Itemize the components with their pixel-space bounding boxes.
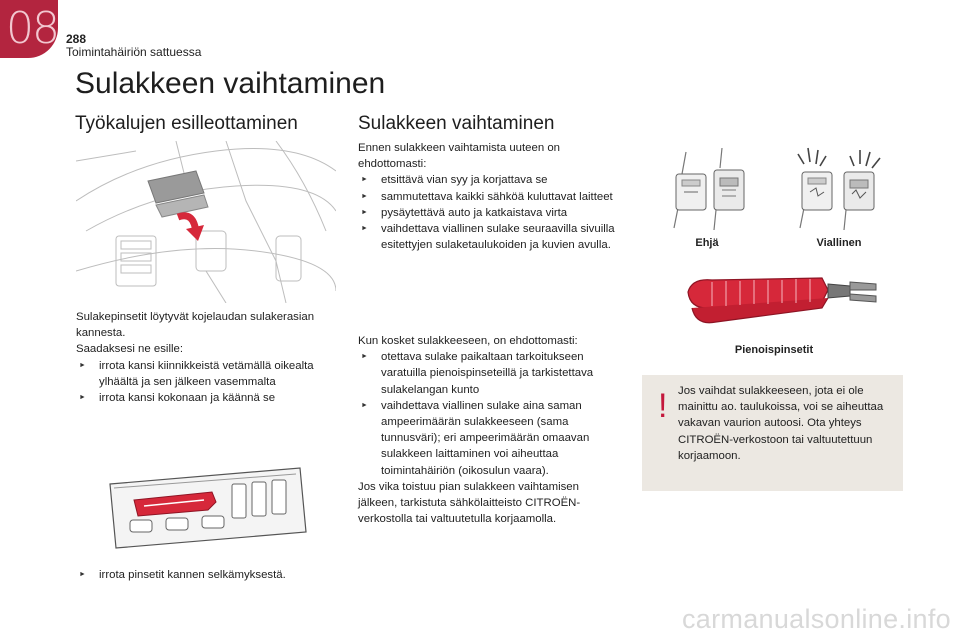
- warning-text: Jos vaihdat sulakkeeseen, jota ei ole mainittu ao. taulukoissa, voi se aiheuttaa vakavan vaurion autoosi. Ota yhteys CITROËN-verkostoon tai valtuutettuun korjaamoon.: [678, 385, 884, 462]
- dashboard-illustration: [76, 141, 336, 303]
- list-item: ► etsittävä vian syy ja korjattava se: [358, 172, 620, 188]
- middle-text-2: [358, 333, 620, 527]
- intact-fuse-illustration: [664, 144, 766, 234]
- chapter-number: 08: [6, 3, 58, 54]
- warning-icon: !: [658, 387, 668, 425]
- blown-fuse-illustration: [790, 144, 892, 234]
- middle-bullet-list-1: [358, 172, 620, 253]
- middle-bullet-list-2: [358, 349, 620, 479]
- chapter-tab: [0, 0, 58, 58]
- page-title: Sulakkeen vaihtaminen: [75, 67, 386, 100]
- list-item: ► pysäytettävä auto ja katkaistava virta: [358, 205, 620, 221]
- chapter-title: Toimintahäiriön sattuessa: [66, 45, 202, 59]
- watermark: carmanualsonline.info: [682, 604, 951, 634]
- caption-tweezers: Pienoispinsetit: [734, 344, 814, 356]
- middle-intro-2: Kun kosket sulakkeeseen, on ehdottomasti:: [358, 335, 578, 347]
- fuse-tweezers-illustration: [682, 268, 882, 334]
- middle-text-1: [358, 140, 620, 253]
- middle-outro: Jos vika toistuu pian sulakkeen vaihtamisen jälkeen, tarkistuta sähkölaitteisto CITROËN-verkostolla tai valtuutetulla korjaamolla.: [358, 480, 581, 526]
- warning-box: [642, 375, 903, 491]
- left-intro-line-1: Sulakepinsetit löytyvät kojelaudan sulakerasian kannesta.: [76, 311, 315, 340]
- list-item: ► otettava sulake paikaltaan tarkoitukseen varatuilla pienoispinseteillä ja tarkistettava sulakelangan kunto: [358, 349, 620, 398]
- left-text: [76, 309, 338, 406]
- list-item: ► irrota kansi kokonaan ja käännä se: [76, 390, 338, 406]
- middle-heading: Sulakkeen vaihtaminen: [358, 113, 555, 134]
- page-number: 288: [66, 32, 87, 46]
- fuse-box-cover-illustration: [104, 462, 310, 550]
- list-item: ► sammutettava kaikki sähköä kuluttavat laitteet: [358, 189, 620, 205]
- left-bottom-text: [76, 567, 338, 583]
- left-intro-line-2: Saadaksesi ne esille:: [76, 343, 184, 356]
- caption-blown: Viallinen: [816, 237, 862, 249]
- left-heading: Työkalujen esilleottaminen: [75, 113, 298, 134]
- list-item: ► vaihdettava viallinen sulake aina saman ampeerimäärän sulakkeeseen (sama tunnusväri); eri ampeerimäärän omaavan sulakkeen laittaminen voi aiheuttaa toimintahäiriön (oikosulun vaara).: [358, 398, 620, 479]
- list-item: ► irrota pinsetit kannen selkämyksestä.: [76, 567, 338, 583]
- left-bullet-list: [76, 358, 338, 407]
- list-item: ► vaihdettava viallinen sulake seuraavilla sivuilla esitettyjen sulaketaulukoiden ja kuvien avulla.: [358, 221, 620, 253]
- middle-intro: Ennen sulakkeen vaihtamista uuteen on ehdottomasti:: [358, 142, 561, 171]
- caption-intact: Ehjä: [695, 237, 719, 249]
- list-item: ► irrota kansi kiinnikkeistä vetämällä oikealta ylhäältä ja sen jälkeen vasemmalta: [76, 358, 338, 390]
